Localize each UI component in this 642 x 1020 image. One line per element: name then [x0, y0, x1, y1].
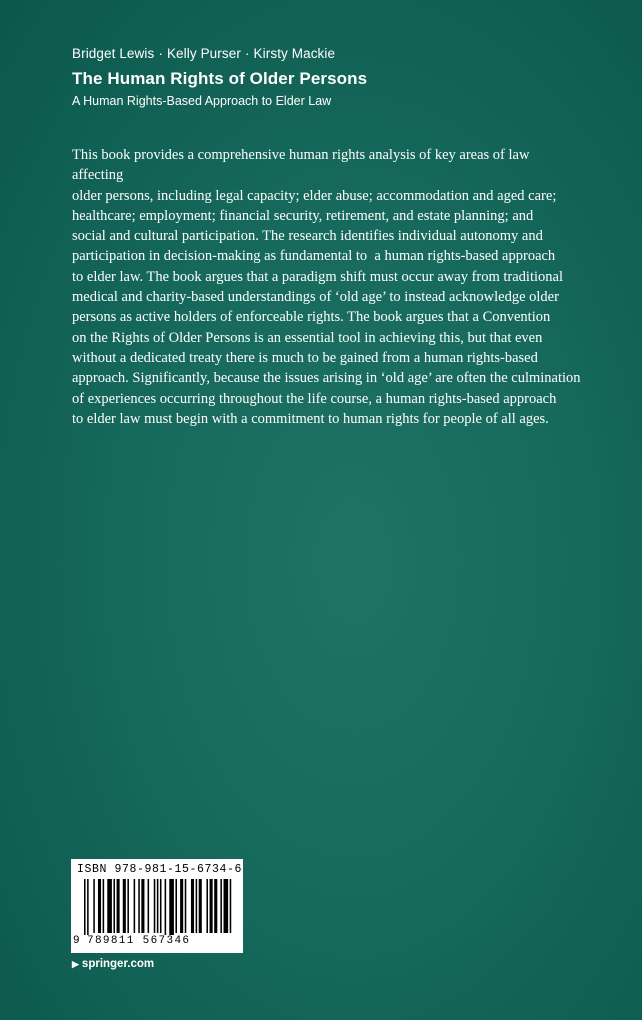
isbn-label: ISBN 978-981-15-6734-6: [77, 863, 243, 876]
author-separator: ·: [158, 46, 163, 61]
barcode-bar: [165, 879, 167, 935]
barcode-bar: [224, 879, 229, 933]
barcode-bar: [123, 879, 126, 933]
barcode-bar: [206, 879, 208, 933]
barcode-bar: [160, 879, 162, 933]
description-line: of experiences occurring throughout the life course, a human rights-based approach: [72, 390, 557, 407]
barcode-bar: [169, 879, 174, 935]
description-line: participation in decision-making as fundamental to a human rights-based approach: [72, 248, 556, 265]
description-line: without a dedicated treaty there is much to be gained from a human rights-based: [72, 349, 538, 366]
barcode-bar: [141, 879, 144, 933]
barcode-bar: [138, 879, 140, 933]
description-line: persons as active holders of enforceable rights. The book argues that a Convention: [72, 309, 551, 326]
barcode-bar: [148, 879, 150, 933]
description-line: on the Rights of Older Persons is an essential tool in achieving this, but that even: [72, 329, 543, 346]
barcode-bar: [98, 879, 101, 933]
barcode-bar: [134, 879, 136, 933]
publisher-link[interactable]: [72, 958, 154, 970]
author-name: Kelly Purser: [166, 46, 241, 61]
barcode-bar: [214, 879, 217, 933]
description-line: to elder law must begin with a commitment to human rights for people of all ages.: [72, 410, 549, 427]
barcode-bar: [113, 879, 115, 933]
author-separator: ·: [244, 46, 250, 61]
description-line: This book provides a comprehensive human rights analysis of key areas of law affecting: [72, 147, 530, 184]
barcode-bar: [191, 879, 194, 933]
book-subtitle: A Human Rights-Based Approach to Elder Law: [72, 94, 332, 108]
barcode-bar: [107, 879, 112, 933]
description-line: approach. Significantly, because the issues arising in ‘old age’ are often the culmination: [72, 370, 581, 387]
barcode-bar: [154, 879, 156, 933]
book-description: [72, 145, 584, 429]
barcode-bars: [84, 879, 234, 935]
barcode-bar: [220, 879, 222, 933]
barcode-bar: [230, 879, 232, 933]
barcode-bar: [185, 879, 187, 933]
author-name: Bridget Lewis: [72, 46, 155, 61]
barcode-bar: [175, 879, 177, 933]
barcode-bar: [84, 879, 86, 935]
barcode-bar: [199, 879, 202, 933]
barcode-bar: [93, 879, 95, 933]
barcode-bar: [196, 879, 198, 933]
description-line: older persons, including legal capacity; elder abuse; accommodation and aged care;: [72, 187, 557, 204]
arrow-right-icon: ▶: [72, 959, 79, 969]
description-line: healthcare; employment; financial security, retirement, and estate planning; and: [72, 207, 534, 224]
author-list: [72, 46, 335, 61]
description-line: social and cultural participation. The research identifies individual autonomy and: [72, 228, 543, 245]
publisher-url: springer.com: [81, 958, 155, 970]
description-line: medical and charity-based understandings of ‘old age’ to instead acknowledge older: [72, 289, 559, 306]
book-title: The Human Rights of Older Persons: [72, 69, 368, 88]
barcode-digit-prefix: 9: [73, 935, 80, 947]
barcode-bar: [103, 879, 105, 933]
isbn-barcode: [71, 859, 243, 953]
barcode-bar: [210, 879, 213, 933]
barcode-bar: [127, 879, 129, 933]
barcode-digits: 789811 567346: [87, 935, 191, 947]
description-line: to elder law. The book argues that a paradigm shift must occur away from traditional: [72, 268, 563, 285]
barcode-bar: [157, 879, 159, 933]
barcode-bar: [87, 879, 89, 935]
barcode-bar: [117, 879, 120, 933]
barcode-bar: [180, 879, 183, 933]
author-name: Kirsty Mackie: [253, 46, 336, 61]
